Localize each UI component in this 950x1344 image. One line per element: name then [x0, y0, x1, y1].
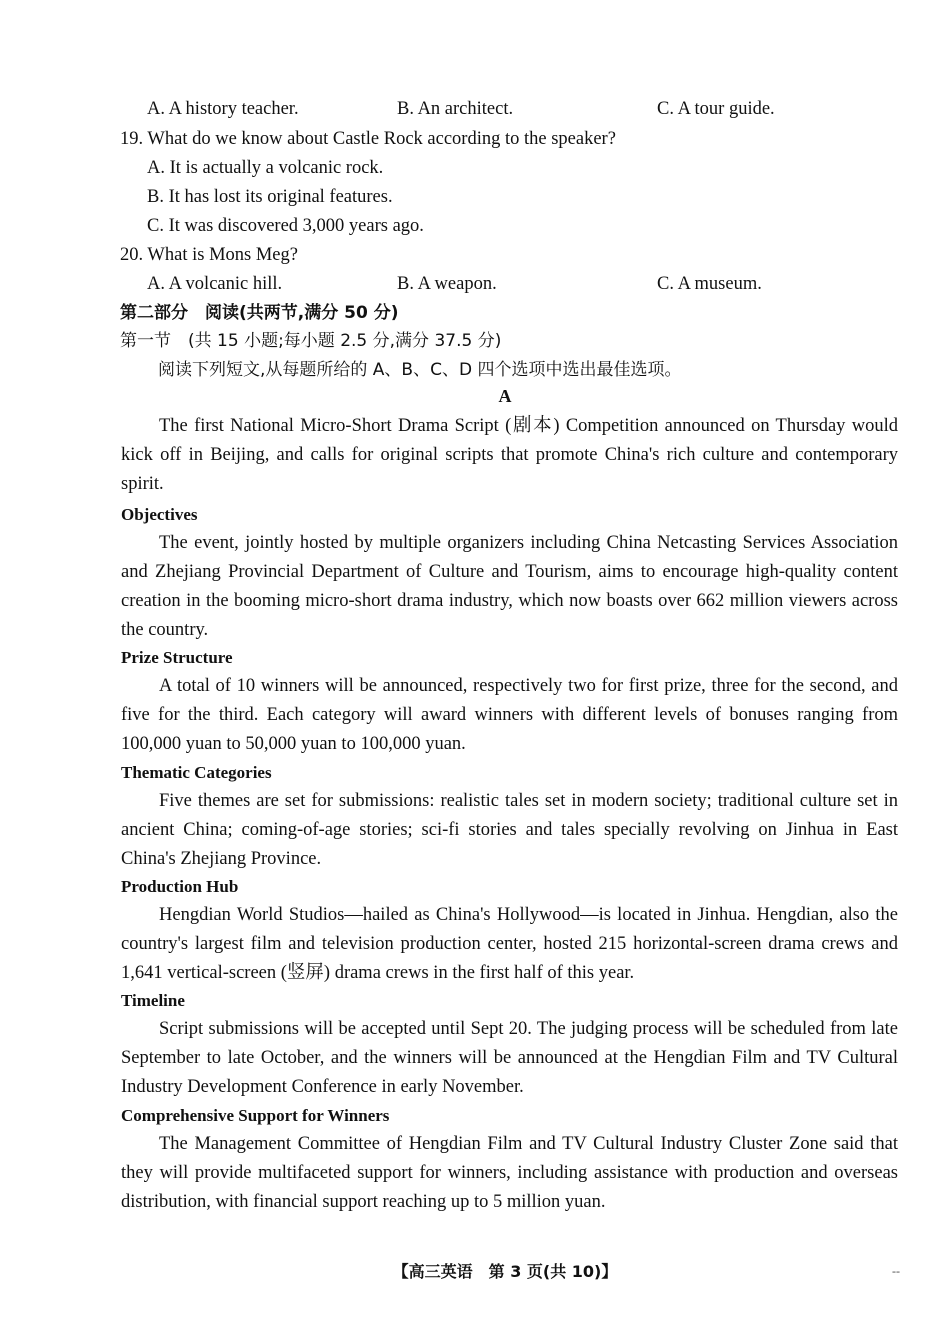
- q19-option-a: A. It is actually a volcanic rock.: [147, 158, 384, 178]
- section1-title: 第一节 (共 15 小题;每小题 2.5 分,满分 37.5 分): [120, 331, 502, 351]
- themes-heading: Thematic Categories: [121, 763, 272, 782]
- q20-option-b: B. A weapon.: [397, 274, 497, 294]
- hub-paragraph: Hengdian World Studios—hailed as China's Hollywood—is located in Jinhua. Hengdian, also the country's largest film and television production center, hosted 215 horizontal-screen drama crews and 1,641 vertical-screen (竖屏) drama crews in the first half of this year.: [121, 905, 898, 983]
- q18-option-b: B. An architect.: [397, 99, 514, 119]
- prize-heading: Prize Structure: [121, 648, 233, 667]
- q19-option-b: B. It has lost its original features.: [147, 187, 393, 207]
- part2-title: 第二部分 阅读(共两节,满分 50 分): [120, 303, 399, 323]
- passage-label: A: [498, 386, 512, 406]
- footer-mark: --: [892, 1264, 900, 1278]
- passage-intro: The first National Micro-Short Drama Script (剧本) Competition announced on Thursday would kick off in Beijing, and calls for original scripts that promote China's rich culture and contemporary spirit.: [121, 416, 898, 494]
- themes-paragraph: Five themes are set for submissions: realistic tales set in modern society; traditional culture set in ancient China; coming-of-age stories; sci-fi stories and tales specially revolving on Jinhua in East China's Zhejiang Province.: [121, 791, 898, 869]
- hub-heading: Production Hub: [121, 877, 239, 896]
- timeline-paragraph: Script submissions will be accepted until Sept 20. The judging process will be scheduled from late September to late October, and the winners will be announced at the Hengdian Film and TV Cultural Industry Development Conference in early November.: [121, 1019, 898, 1097]
- prize-paragraph: A total of 10 winners will be announced, respectively two for first prize, three for the second, and five for the third. Each category will award winners with different levels of bonuses ranging from 100,000 yuan to 50,000 yuan to 100,000 yuan.: [121, 676, 898, 754]
- timeline-heading: Timeline: [121, 991, 185, 1010]
- support-heading: Comprehensive Support for Winners: [121, 1106, 390, 1125]
- q19-option-c: C. It was discovered 3,000 years ago.: [147, 216, 424, 236]
- support-paragraph: The Management Committee of Hengdian Film and TV Cultural Industry Cluster Zone said that they will provide multifaceted support for winners, including assistance with production and overseas distribution, with financial support reaching up to 5 million yuan.: [121, 1134, 898, 1212]
- q20-option-a: A. A volcanic hill.: [147, 274, 283, 294]
- q18-option-c: C. A tour guide.: [657, 99, 775, 119]
- objectives-heading: Objectives: [121, 505, 198, 524]
- q20-question: 20. What is Mons Meg?: [120, 245, 298, 265]
- reading-instruction: 阅读下列短文,从每题所给的 A、B、C、D 四个选项中选出最佳选项。: [158, 360, 682, 380]
- page-footer: 【高三英语 第 3 页(共 10)】: [392, 1262, 618, 1281]
- q19-question: 19. What do we know about Castle Rock according to the speaker?: [120, 129, 616, 149]
- objectives-paragraph: The event, jointly hosted by multiple organizers including China Netcasting Services Association and Zhejiang Provincial Department of Culture and Tourism, aims to encourage high-quality content creation in the booming micro-short drama industry, which now boasts over 662 million viewers across the country.: [121, 533, 898, 640]
- q18-option-a: A. A history teacher.: [147, 99, 299, 119]
- q20-option-c: C. A museum.: [657, 274, 762, 294]
